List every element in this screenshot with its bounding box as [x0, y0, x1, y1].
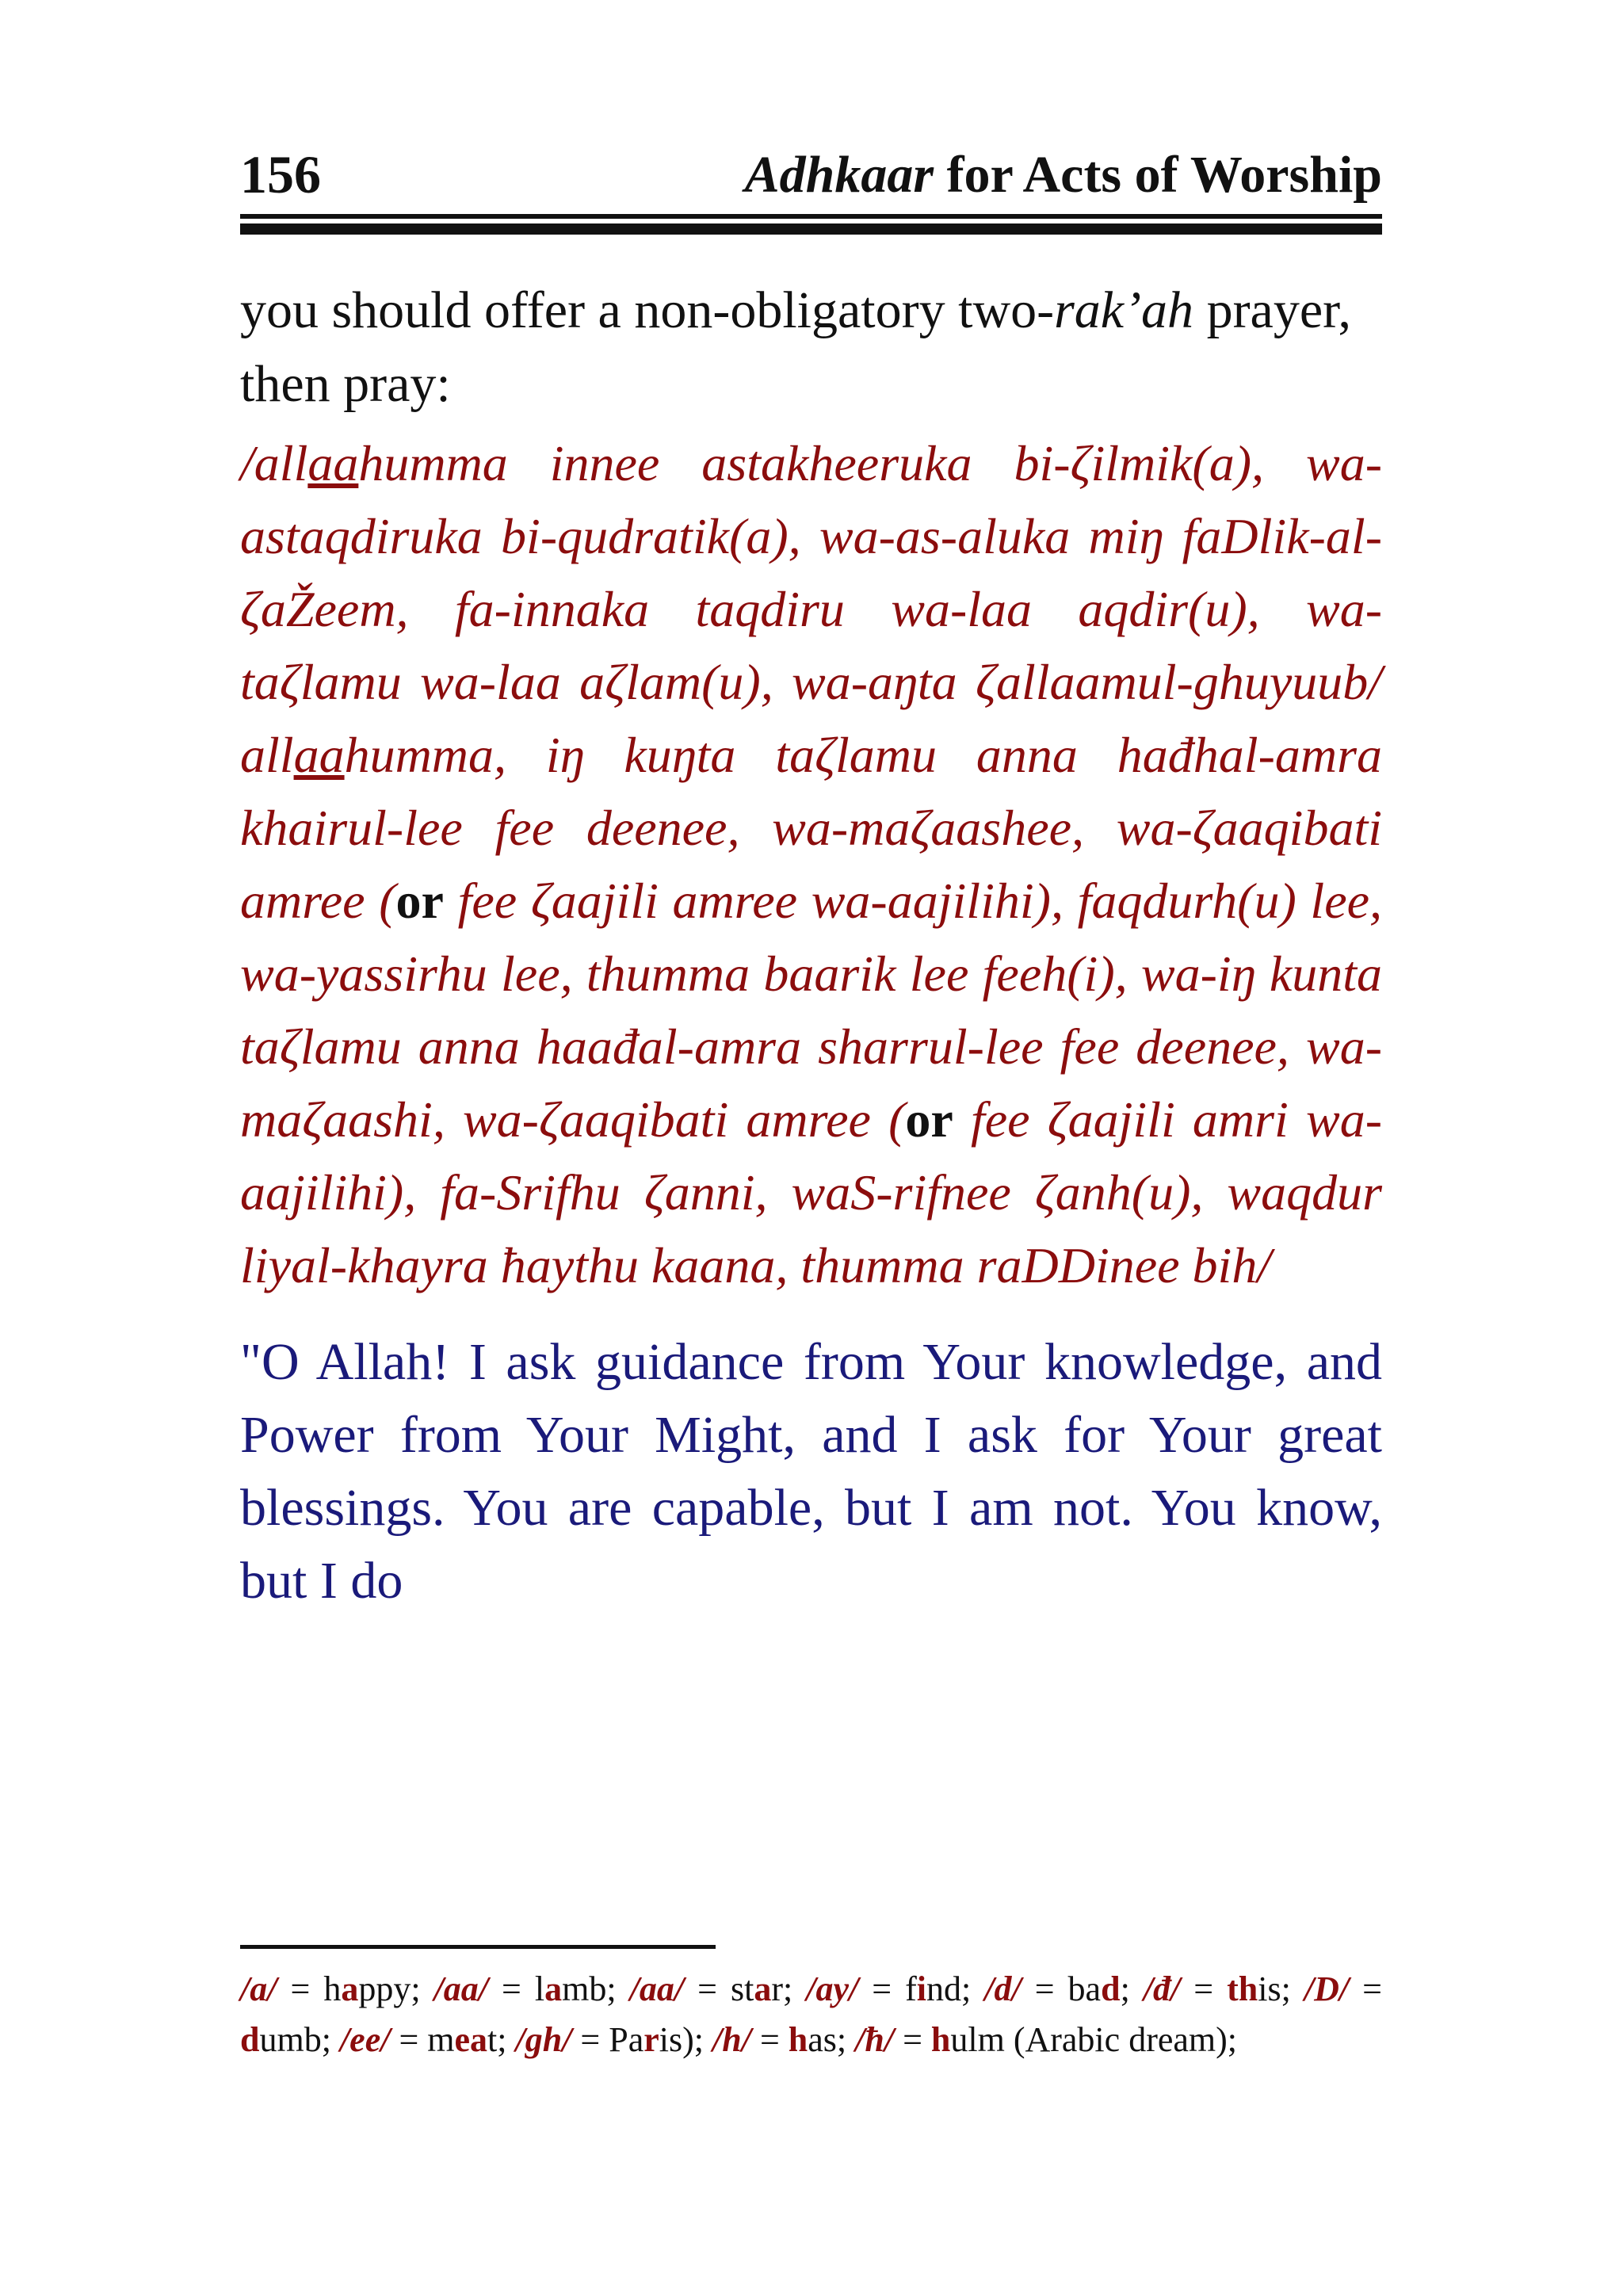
header-rule-thin: [240, 214, 1382, 219]
running-title-italic: Adhkaar: [744, 146, 934, 204]
translit-underlined-1: aa: [307, 435, 359, 491]
intro-paragraph: [240, 273, 1382, 421]
translit-underlined-2: aa: [293, 727, 345, 783]
running-title: [744, 146, 1382, 204]
page-number: 156: [240, 144, 321, 204]
translit-seg-3: fee ζaajili amree wa-aajilihi), faqdurh(u) lee, wa-yassirhu lee, thumma baarik lee feeh(i), wa-iŋ kunta taζlamu anna haađal-amra sharrul-lee fee deenee, wa-maζaashi, wa-ζaaqibati amree (: [240, 873, 1383, 1148]
translit-open: /all: [240, 435, 308, 491]
transliteration-paragraph: [240, 427, 1382, 1302]
pronunciation-footnote: [240, 1964, 1382, 2065]
footnote-item: /đ/ = this;: [1143, 1969, 1304, 2008]
intro-text-1: you should offer a non-obligatory two-: [240, 281, 1055, 339]
footnote-item: /ay/ = find;: [806, 1969, 985, 2008]
footnote-item: /gh/ = Paris);: [515, 2020, 713, 2059]
footnote-item: /D/ = dumb;: [240, 1969, 1382, 2059]
translit-seg-1: humma innee astakheeruka bi-ζilmik(a), wa-astaqdiruka bi-qudratik(a), wa-as-aluka miŋ faDlik-al-ζaŽeem, fa-innaka taqdiru wa-laa aqdir(u), wa- taζlamu wa-laa aζlam(u), wa-aŋta ζallaamul-ghuyuub/ all: [240, 435, 1382, 783]
translit-or-1: or: [395, 873, 444, 929]
footnote-rule: [240, 1945, 716, 1949]
translit-or-2: or: [905, 1091, 953, 1148]
translit-seg-4: fee ζaajili amri wa-aajilihi), fa-Srifhu ζanni, waS-rifnee ζanh(u), waqdur liyal-khayra ħaythu kaana, thumma raDDinee bih/: [240, 1091, 1383, 1293]
footnote-item: /aa/ = star;: [629, 1969, 807, 2008]
running-title-rest: for Acts of Worship: [934, 146, 1382, 204]
header-rule-thick: [240, 223, 1382, 235]
footnote-item: /a/ = happy;: [240, 1969, 434, 2008]
translation-paragraph: "O Allah! I ask guidance from Your knowledge, and Power from Your Might, and I ask for Your great blessings. You are capable, but I am not. You know, but I do: [240, 1333, 1382, 1610]
intro-italic: rak’ah: [1054, 281, 1194, 339]
footnote-item: /h/ = has;: [712, 2020, 856, 2059]
footnote-item: /ee/ = meat;: [339, 2020, 516, 2059]
footnote-item: /ħ/ = hulm (Arabic dream);: [855, 2020, 1237, 2059]
translit-seg-2: humma, iŋ kuŋta taζlamu anna hađhal-amra khairul-lee fee deenee, wa-maζaashee, wa-ζaaqibati amree (: [240, 727, 1382, 929]
intro-text-2: prayer, then pray:: [240, 281, 1351, 413]
page-header: [240, 144, 1382, 212]
footnote-item: /d/ = bad;: [984, 1969, 1144, 2008]
main-content: [240, 273, 1382, 1618]
footnote-item: /aa/ = lamb;: [433, 1969, 630, 2008]
